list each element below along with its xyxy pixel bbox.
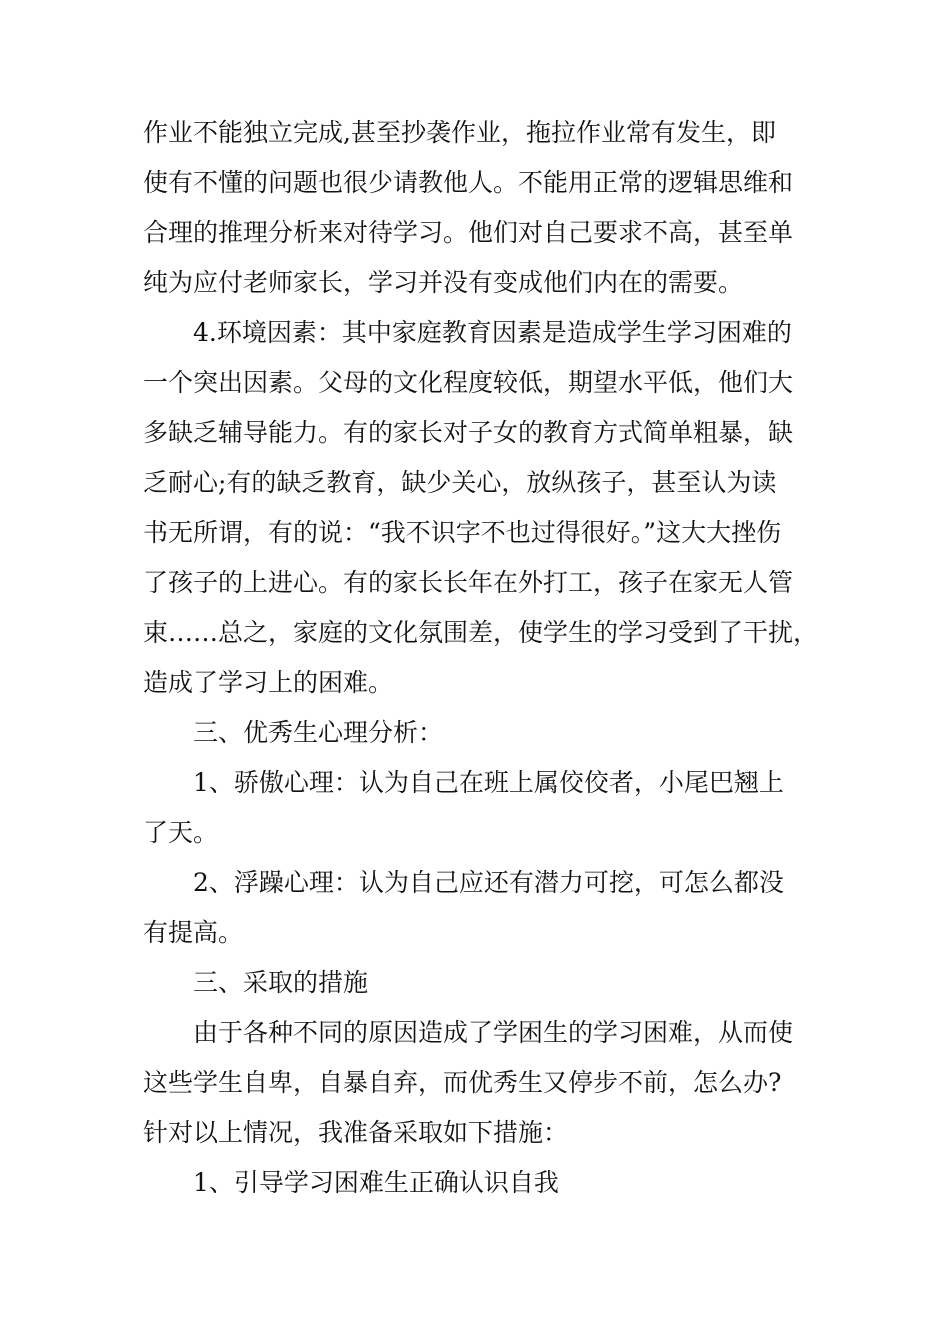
text-line: 一个突出因素。父母的文化程度较低，期望水平低，他们大	[143, 368, 794, 397]
text-line: 多缺乏辅导能力。有的家长对子女的教育方式简单粗暴，缺	[143, 418, 794, 447]
text-line: 针对以上情况，我准备采取如下措施：	[143, 1118, 569, 1147]
text-line: 书无所谓，有的说：“我不识字不也过得很好。”这大大挫伤	[143, 518, 782, 547]
section-heading: 三、优秀生心理分析：	[193, 718, 444, 747]
text-line: 使有不懂的问题也很少请教他人。不能用正常的逻辑思维和	[143, 168, 794, 197]
text-line: 乏耐心;有的缺乏教育，缺少关心，放纵孩子，甚至认为读	[143, 468, 777, 497]
text-line: 合理的推理分析来对待学习。他们对自己要求不高，甚至单	[143, 218, 794, 247]
text-line: 2、浮躁心理：认为自己应还有潜力可挖，可怎么都没	[193, 868, 784, 897]
text-line: 了孩子的上进心。有的家长长年在外打工，孩子在家无人管	[143, 568, 794, 597]
text-line: 造成了学习上的困难。	[143, 668, 394, 697]
text-line: 这些学生自卑，自暴自弃，而优秀生又停步不前，怎么办?	[143, 1068, 782, 1097]
text-line: 纯为应付老师家长，学习并没有变成他们内在的需要。	[143, 268, 744, 297]
text-line: 由于各种不同的原因造成了学困生的学习困难，从而使	[193, 1018, 794, 1047]
text-line: 有提高。	[143, 918, 244, 947]
text-line: 1、引导学习困难生正确认识自我	[193, 1168, 559, 1197]
text-line: 1、骄傲心理：认为自己在班上属佼佼者，小尾巴翘上	[193, 768, 784, 797]
text-line: 作业不能独立完成,甚至抄袭作业，拖拉作业常有发生，即	[143, 118, 776, 147]
text-line: 4.环境因素：其中家庭教育因素是造成学生学习困难的	[193, 318, 792, 347]
text-line: 了天。	[143, 818, 219, 847]
text-line: 束……总之，家庭的文化氛围差，使学生的学习受到了干扰，	[143, 618, 819, 647]
section-heading: 三、采取的措施	[193, 968, 369, 997]
